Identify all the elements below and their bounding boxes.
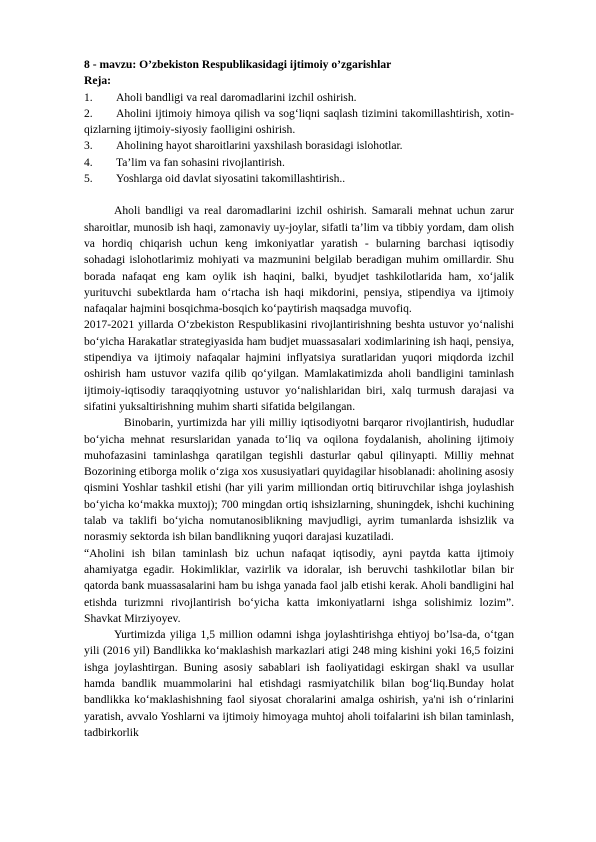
plan-item <box>84 90 514 106</box>
topic-number: 8 - mavzu <box>84 58 133 71</box>
topic-title <box>84 57 514 73</box>
plan-item-number: 5. <box>84 172 93 186</box>
plan-item <box>84 138 514 154</box>
plan-item-text: Aholining hayot sharoitlarini yaxshilash borasidagi islohotlar. <box>116 139 403 153</box>
plan-item <box>84 155 514 171</box>
plan-item-text: Aholini ijtimoiy himoya qilish va sog‘liqni saqlash tizimini takomillashtirish, xotin-qizlarning ijtimoiy-siyosiy faolligini oshirish. <box>84 106 514 137</box>
quote-paragraph: “Aholini ish bilan taminlash biz uchun nafaqat iqtisodiy, ayni paytda katta ijtimoiy ahamiyatga egadir. Hokimliklar, vazirlik va idoralar, ish beruvchi tashkilotlar bilan bir qatorda bank muassasalarini ham bu ishga yanada faol jalb etishi kerak. Aholi bandligini hal etishda turizmni rivojlantirish bo‘yicha katta imkoniyatlarni ishga solishimiz lozim”. Shavkat Mirziyoyev. <box>84 546 514 625</box>
plan-list <box>84 90 514 188</box>
plan-item-number: 2. <box>84 106 93 120</box>
plan-item-text: Ta’lim va fan sohasini rivojlantirish. <box>116 155 285 169</box>
plan-item-number: 3. <box>84 139 93 153</box>
section-spacer <box>84 187 514 203</box>
plan-item-number: 1. <box>84 90 93 104</box>
plan-item <box>84 106 514 139</box>
body-paragraph: Yurtimizda yiliga 1,5 million odamni ishga joylashtirishga ehtiyoj bo’lsa-da, o‘tgan yili (2016 yil) Bandlikka ko‘maklashish markazlari atigi 248 ming kishini yoki 16,5 foizini ishga joylashtirgan. Buning asosiy sabablari ish faoliyatidagi eskirgan shakl va usullar hamda bandlik muammolarini hal etishdagi rasmiyatchilik bilan bog‘liq.Bunday holat bandlikka ko‘maklashishning faol siyosat choralarini amalga oshirish, ya'ni ish o‘rinlarini yaratish, avvalo Yoshlarni va ijtimoiy himoyaga muhtoj aholi toifalarini ish bilan taminlash, tadbirkorlik <box>84 628 514 739</box>
plan-item-text: Aholi bandligi va real daromadlarini izchil oshirish. <box>116 90 357 104</box>
topic-text: O’zbekiston Respublikasidagi ijtimoiy o’zgarishlar <box>139 58 392 71</box>
plan-label: Reja: <box>84 74 112 88</box>
body-paragraph: 2017-2021 yillarda O‘zbekiston Respublikasini rivojlantirishning beshta ustuvor yo‘nalishi bo‘yicha Harakatlar strategiyasida ham budjet muassasalari xodimlarining ish haqi, pensiya, stipendiya va ijtimoiy nafaqalar hajmini inflyatsiya suratlaridan yuqori miqdorda izchil oshirish ham ustuvor vazifa qilib qo‘yilgan. Mamlakatimizda aholi bandligini taminlash ijtimoiy-iqtisodiy taraqqiyotning ustuvor yo‘nalishlaridan biri, xalq turmush darajasi va sifatini yuksaltirishning muhim sharti sifatida belgilangan. <box>84 318 514 413</box>
body-paragraph: Binobarin, yurtimizda har yili milliy iqtisodiyotni barqaror rivojlantirish, hududlar bo‘yicha mehnat resurslaridan yanada to‘liq va oqilona foydalanish, aholining ijtimoiy muhofazasini taminlashga qaratilgan tegishli dasturlar qabul qilinyapti. Milliy mehnat Bozorining etiborga molik o‘ziga xos xususiyatlari quyidagilar hisoblanadi: aholining asosiy qismini Yoshlar tashkil etishi (har yili yarim milliondan ortiq bitiruvchilar ishga joylashish bo‘yicha ko‘makka muxtoj); 700 mingdan ortiq ishsizlarning, shuningdek, ishchi kuchining talab va taklifi bo‘yicha nomutanosiblikning mavjudligi, ayrim tumanlarda ishsizlik va norasmiy sektorda ish bilan bandlikning yuqori darajasi kuzatiladi. <box>84 416 514 544</box>
plan-item <box>84 171 514 187</box>
body-paragraph: Aholi bandligi va real daromadlarini izchil oshirish. Samarali mehnat uchun zarur sharoitlar, munosib ish haqi, zamonaviy uy-joylar, sifatli ta’lim va tibbiy yordam, dam olish va hordiq chiqarish uchun keng imkoniyatlar yaratish - bularning barchasi iqtisodiy sohadagi islohotlarimiz mohiyati va mazmunini belgilab beradigan muhim omillardir. Shu borada nafaqat eng kam oylik ish haqini, balki, byudjet tashkilotlarida ham, xo‘jalik yurituvchi subektlarda ham o‘rtacha ish haqi mikdorini, pensiya, stipendiya va ijtimoiy nafaqalar hajmini bosqichma-bosqich ko‘paytirish maqsadga muvofiq. <box>84 204 514 316</box>
topic-colon: : <box>132 58 140 71</box>
plan-item-number: 4. <box>84 155 93 169</box>
plan-item-text: Yoshlarga oid davlat siyosatini takomillashtirish.. <box>116 172 346 186</box>
